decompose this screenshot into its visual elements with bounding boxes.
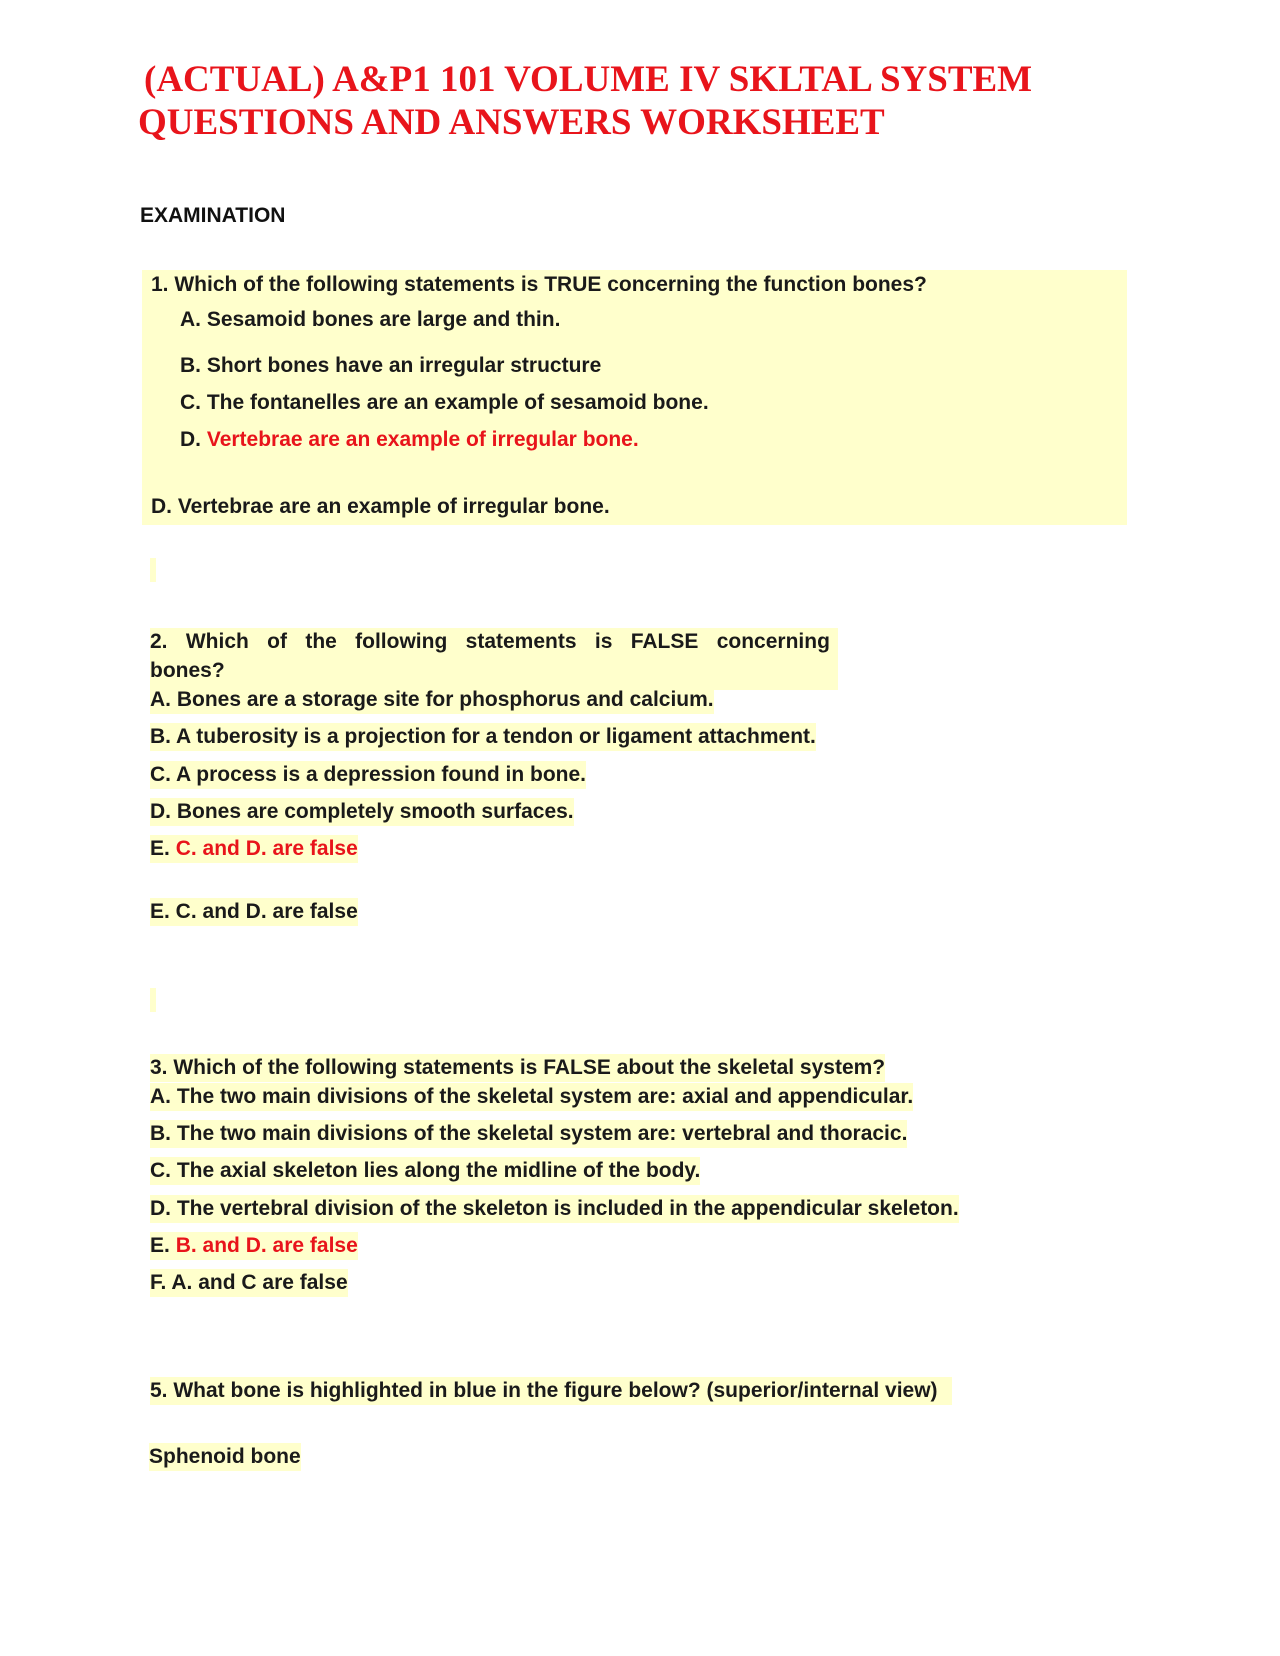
title-line-1: (ACTUAL) A&P1 101 VOLUME IV SKLTAL SYSTEM: [144, 59, 1033, 100]
question-1-correct-answer: Vertebrae are an example of irregular bone.: [206, 428, 639, 451]
question-5-text: 5. What bone is highlighted in blue in the figure below? (superior/internal view): [150, 1377, 952, 1405]
question-2-option-e: [150, 835, 358, 863]
question-2-text-line-2: bones?: [150, 659, 225, 682]
question-1-text: 1. Which of the following statements is TRUE concerning the function bones?: [151, 273, 927, 296]
question-3-option-d: D. The vertebral division of the skeleton is included in the appendicular skeleton.: [150, 1195, 959, 1223]
question-1-answer: D. Vertebrae are an example of irregular bone.: [151, 495, 610, 518]
question-2-word: the: [305, 630, 337, 653]
question-2-option-c: C. A process is a depression found in bone.: [150, 761, 586, 789]
question-2-word: statements: [465, 630, 577, 653]
highlight-marker: [150, 558, 156, 582]
question-3-option-c: C. The axial skeleton lies along the midline of the body.: [150, 1157, 700, 1185]
question-3-option-e-letter: E.: [150, 1234, 170, 1257]
question-2-option-d: D. Bones are completely smooth surfaces.: [150, 798, 574, 826]
highlight-marker: [150, 988, 156, 1012]
question-3-text: 3. Which of the following statements is FALSE about the skeletal system?: [150, 1054, 885, 1082]
document-title: [138, 58, 1178, 144]
question-1-option-b: B. Short bones have an irregular structure: [180, 354, 602, 377]
question-2-option-e-letter: E.: [150, 837, 170, 860]
title-line-2: QUESTIONS AND ANSWERS WORKSHEET: [138, 102, 885, 143]
question-5-answer: Sphenoid bone: [149, 1443, 301, 1471]
question-2-word: 2.: [150, 630, 168, 653]
question-2-text-line-1: [150, 628, 830, 656]
question-3-option-a: A. The two main divisions of the skeletal system are: axial and appendicular.: [150, 1083, 913, 1111]
question-2-correct-answer: C. and D. are false: [175, 837, 358, 860]
question-2-word: concerning: [716, 630, 830, 653]
question-2-option-a: A. Bones are a storage site for phosphorus and calcium.: [150, 686, 714, 714]
question-1-option-a: A. Sesamoid bones are large and thin.: [180, 308, 561, 331]
question-2-heading: [150, 628, 838, 690]
question-1-option-c: C. The fontanelles are an example of sesamoid bone.: [180, 391, 709, 414]
question-2-word: following: [355, 630, 448, 653]
question-1-option-d-letter: D.: [180, 428, 201, 451]
question-2-word: FALSE: [630, 630, 699, 653]
section-label: EXAMINATION: [140, 204, 286, 227]
question-2-answer: E. C. and D. are false: [150, 898, 358, 926]
question-2-word: of: [267, 630, 287, 653]
question-2-option-b: B. A tuberosity is a projection for a tendon or ligament attachment.: [150, 723, 816, 751]
question-2-word: is: [594, 630, 613, 653]
question-3-correct-answer: B. and D. are false: [175, 1234, 358, 1257]
question-2-word: Which: [185, 630, 249, 653]
question-3-option-e: [150, 1232, 358, 1260]
question-3-option-b: B. The two main divisions of the skeletal system are: vertebral and thoracic.: [150, 1120, 907, 1148]
question-3-option-f: F. A. and C are false: [150, 1269, 348, 1297]
question-1-option-d: [180, 426, 639, 454]
